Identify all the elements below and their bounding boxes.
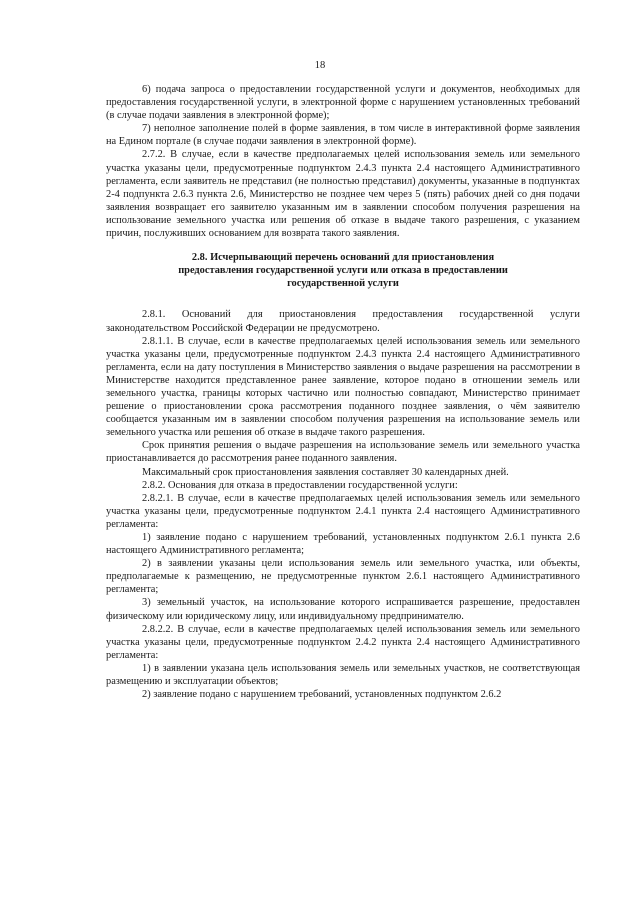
clause-2-8-2-1: 2.8.2.1. В случае, если в качестве предполагаемых целей использования земель или земельного участка указаны цели, предусмотренные подпунктом 2.4.1 пункта 2.4 настоящего Административного регламента:: [106, 492, 580, 530]
section-heading-2-8: [106, 251, 580, 290]
list-item-2: 2) заявление подано с нарушением требований, установленных подпунктом 2.6.2: [142, 689, 502, 701]
clause-2-8-2: 2.8.2. Основания для отказа в предоставлении государственной услуги:: [142, 479, 458, 491]
paragraph-max-term: Максимальный срок приостановления заявления составляет 30 календарных дней.: [142, 466, 509, 478]
list-item-1: 1) в заявлении указана цель использования земель или земельных участков, не соответствующая размещению и эксплуатации объектов;: [106, 662, 580, 688]
heading-line: государственной услуги: [287, 278, 399, 290]
page-number: 18: [314, 60, 326, 71]
document-body: [106, 83, 580, 701]
clause-2-8-2-2: 2.8.2.2. В случае, если в качестве предполагаемых целей использования земель или земельного участка указаны цели, предусмотренные подпунктом 2.4.2 пункта 2.4 настоящего Административного регламента:: [106, 623, 580, 661]
list-item-7: 7) неполное заполнение полей в форме заявления, в том числе в интерактивной форме заявления на Едином портале (в случае подачи заявления в электронной форме).: [106, 123, 580, 148]
clause-2-7-2: 2.7.2. В случае, если в качестве предполагаемых целей использования земель или земельного участка указаны цели, предусмотренные подпунктом 2.4.3 пункта 2.4 настоящего Административного регламента, если заявитель не представил (не полностью представил) документы, указанные в подпунктах 2-4 подпункта 2.6.3 пункта 2.6, Министерство не позднее чем через 5 (пять) рабочих дней со дня подачи заявления возвращает его заявителю указанным им в заявлении способом получения разрешения на использование земельного участка или решения об отказе в выдаче такого разрешения, с указанием причин, послуживших основанием для возврата такого заявления.: [106, 149, 580, 240]
clause-2-8-1: 2.8.1. Оснований для приостановления предоставления государственной услуги законодательством Российской Федерации не предусмотрено.: [106, 309, 580, 334]
list-item-1: 1) заявление подано с нарушением требований, установленных подпунктом 2.6.1 пункта 2.6 настоящего Административного регламента;: [106, 532, 580, 557]
clause-2-8-1-1: 2.8.1.1. В случае, если в качестве предполагаемых целей использования земель или земельного участка указаны цели, предусмотренные подпунктом 2.4.3 пункта 2.4 настоящего Административного регламента, если на дату поступления в Министерство заявления о выдаче разрешения на рассмотрении в Министерстве находится представленное ранее заявление, которое подано в отношении земель или земельного участка, границы которых частично или полностью совпадают, Министерство принимает решение о приостановлении срока рассмотрения поданного позднее заявления, о чём заявителю сообщается указанным им в заявлении способом получения разрешения на использование земель или земельного участка или решения об отказе в выдаче такого разрешения.: [106, 335, 580, 439]
heading-line: предоставления государственной услуги или отказа в предоставлении: [178, 265, 508, 277]
list-item-3: 3) земельный участок, на использование которого испрашивается разрешение, предоставлен физическому или юридическому лицу, или индивидуальному предпринимателю.: [106, 597, 580, 622]
paragraph-suspension-term: Срок принятия решения о выдаче разрешения на использование земель или земельного участка приостанавливается до рассмотрения ранее поданного заявления.: [106, 440, 580, 465]
list-item-6: 6) подача запроса о предоставлении государственной услуги и документов, необходимых для предоставления государственной услуги, в электронной форме с нарушением установленных требований (в случае подачи заявления в электронной форме);: [106, 84, 580, 122]
heading-line: 2.8. Исчерпывающий перечень оснований для приостановления: [191, 252, 495, 264]
list-item-2: 2) в заявлении указаны цели использования земель или земельного участка, или объекты, предполагаемые к размещению, не предусмотренные пунктом 2.6.1 настоящего Административного регламента;: [106, 558, 580, 596]
